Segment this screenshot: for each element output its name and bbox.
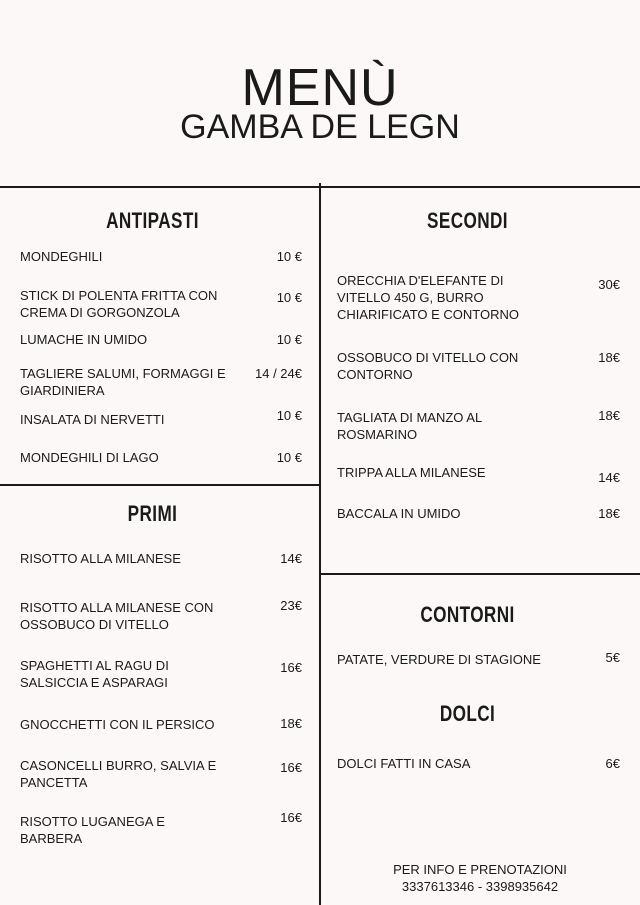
menu-item-price: 16€ [280,760,302,775]
menu-item-name: RISOTTO LUGANEGA E BARBERA [20,814,165,846]
menu-item-price: 30€ [598,277,620,292]
menu-item-name: RISOTTO ALLA MILANESE [20,551,181,566]
menu-item-price: 5€ [605,650,620,665]
menu-item-price: 14 / 24€ [255,366,302,381]
menu-item-name: LUMACHE IN UMIDO [20,332,148,347]
menu-item-name: PATATE, VERDURE DI STAGIONE [337,652,541,667]
menu-item-price: 23€ [280,598,302,613]
menu-item-name: OSSOBUCO DI VITELLO CON CONTORNO [337,350,519,382]
menu-item-name: TRIPPA ALLA MILANESE [337,465,486,480]
menu-item-price: 18€ [280,716,302,731]
menu-item-name: SPAGHETTI AL RAGU DI SALSICCIA E ASPARAGI [20,658,169,690]
menu-item-name: INSALATA DI NERVETTI [20,412,165,427]
menu-item-name: ORECCHIA D'ELEFANTE DI VITELLO 450 G, BURRO CHIARIFICATO E CONTORNO [337,273,520,322]
menu-item-name: MONDEGHILI DI LAGO [20,450,159,465]
menu-item-name: DOLCI FATTI IN CASA [337,756,471,771]
menu-item-price: 10 € [276,290,302,305]
primi-title: PRIMI [127,501,178,526]
menu-item-price: 6€ [605,756,620,771]
menu-item-name: TAGLIERE SALUMI, FORMAGGI E GIARDINIERA [20,366,226,398]
menu-item-price: 10 € [276,408,302,423]
menu-item-price: 18€ [598,350,620,365]
secondi-contorni-divider [320,573,640,575]
menu-item-price: 10 € [276,332,302,347]
menu-item-price: 10 € [276,249,302,264]
dolci-title: DOLCI [439,701,496,726]
menu-title: MENÙ [241,59,399,117]
menu-item-name: BACCALA IN UMIDO [337,506,461,521]
secondi-title: SECONDI [427,208,508,233]
menu-item-name: STICK DI POLENTA FRITTA CON CREMA DI GORGONZOLA [20,288,218,320]
menu-item-name: MONDEGHILI [20,249,103,264]
menu-item-name: GNOCCHETTI CON IL PERSICO [20,717,215,732]
booking-phone-numbers: 3337613346 - 3398935642 [401,879,559,894]
menu-item-price: 14€ [280,551,302,566]
menu-item-name: CASONCELLI BURRO, SALVIA E PANCETTA [20,758,217,790]
menu-item-price: 18€ [598,506,620,521]
menu-item-price: 14€ [598,470,620,485]
menu-item-name: RISOTTO ALLA MILANESE CON OSSOBUCO DI VITELLO [20,600,214,632]
center-divider [319,183,321,905]
booking-info-label: PER INFO E PRENOTAZIONI [393,862,567,877]
antipasti-primi-divider [0,484,320,486]
menu-item-price: 16€ [280,810,302,825]
menu-item-price: 16€ [280,660,302,675]
antipasti-title: ANTIPASTI [106,208,199,233]
restaurant-name: GAMBA DE LEGN [180,108,460,146]
menu-item-price: 18€ [598,408,620,423]
menu-item-price: 10 € [276,450,302,465]
contorni-title: CONTORNI [420,602,515,627]
menu-item-name: TAGLIATA DI MANZO AL ROSMARINO [337,410,482,442]
